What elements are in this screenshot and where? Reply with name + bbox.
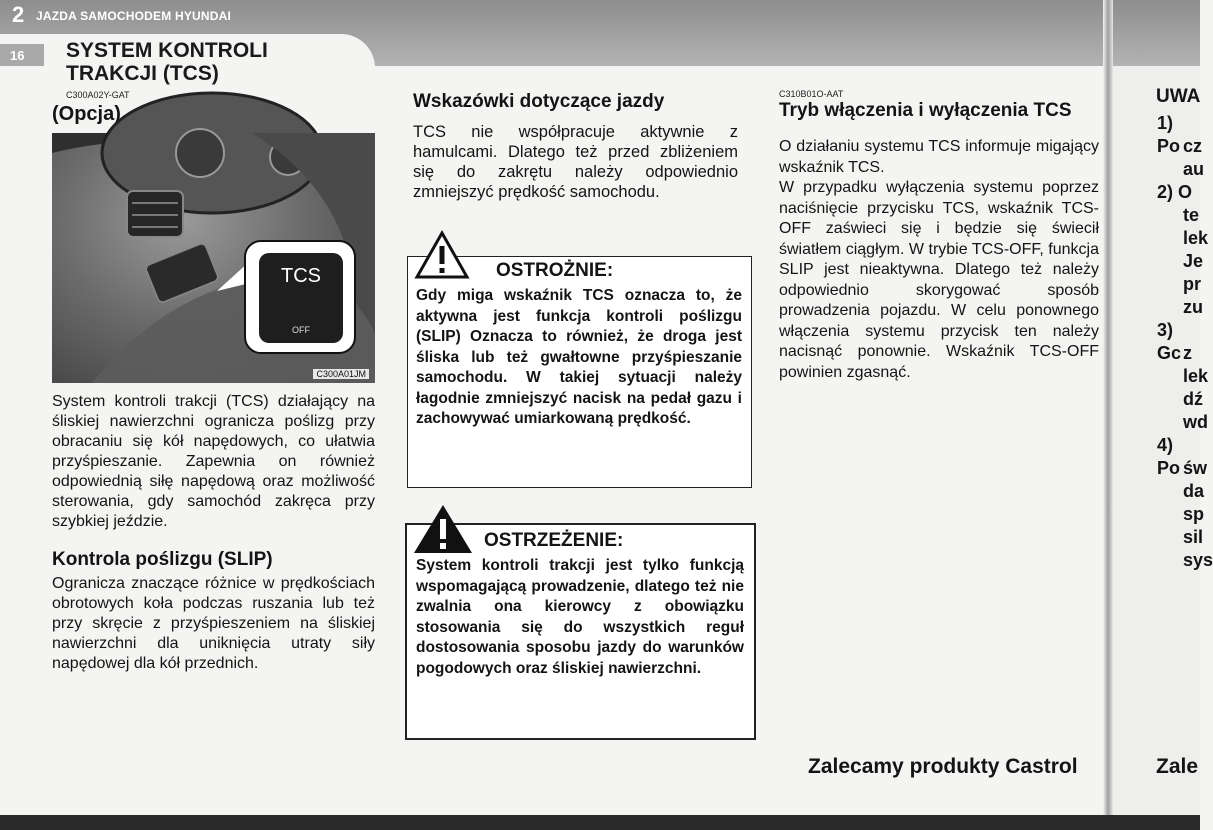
right-page-item-line: cz (1183, 136, 1203, 156)
right-page-item-line: sys (1183, 550, 1213, 570)
page-fold (1103, 0, 1113, 830)
right-page-item-line: z (1183, 343, 1192, 363)
tcs-button-label: TCS (281, 265, 321, 287)
right-page-item-line: zu (1183, 297, 1203, 317)
tcs-button-photo (52, 133, 375, 383)
intro-paragraph: System kontroli trakcji (TCS) działający na śliskiej nawierzchni ogranicza poślizg przy obracaniu się kół napędowych, co ułatwia przyśpieszanie. Zapewnia on również odpowiednią siłę napędową oraz możliwość sterowania, gdy samochód zakręca przy szybkiej jeździe. (52, 393, 375, 530)
warning-text: System kontroli trakcji jest tylko funkcją wspomagającą prowadzenie, dlatego też nie zwalnia ona kierowcy z obowiązku stosowania się do wszystkich reguł dostosowania sposobu jazdy do warunków pogodowych oraz śliskiej nawierzchni. (416, 557, 744, 677)
dashboard-illustration (52, 133, 375, 383)
right-page-item-number: 1) Po (1157, 113, 1181, 156)
chapter-title: JAZDA SAMOCHODEM HYUNDAI (36, 9, 232, 23)
right-page-item-line: lek (1183, 366, 1209, 386)
page-number: 16 (10, 48, 25, 63)
tcs-button-sublabel: OFF (292, 325, 310, 335)
mode-paragraph: O działaniu systemu TCS informuje migający wskaźnik TCS. W przypadku wyłączenia systemu poprzez naciśnięcie przycisku TCS, wskaźnik TCS-OFF zaświeci się i będzie się świecił światłem ciągłym. W trybie TCS-OFF, funkcja SLIP jest nieaktywna. Dlatego też należy odpowiednio skorygować sposób prowadzenia pojazdu. W celu ponownego włączenia systemu przycisk ten należy nacisnąć ponownie. Wskaźnik TCS-OFF powinien zgasnąć. (779, 138, 1099, 381)
right-page-item-line: te (1183, 205, 1200, 225)
mode-heading: Tryb włączenia i wyłączenia TCS (779, 100, 1072, 121)
chapter-number: 2 (12, 2, 25, 27)
right-page-item-line: da (1183, 481, 1205, 501)
warning-title: OSTRZEŻENIE: (484, 530, 624, 551)
section-title-line1: SYSTEM KONTROLI (66, 39, 268, 62)
driving-tips-heading: Wskazówki dotyczące jazdy (413, 91, 665, 112)
section-title-line2: TRAKCJI (TCS) (66, 62, 219, 85)
footer-slogan: Zalecamy produkty Castrol (808, 755, 1078, 778)
caution-title: OSTROŻNIE: (496, 260, 614, 281)
right-page-item-line: Je (1183, 251, 1204, 271)
section-title (66, 39, 268, 85)
right-page-item-number: 4) Po (1157, 435, 1181, 478)
driving-tips-paragraph: TCS nie współpracuje aktywnie z hamulcami. Dlatego też przed zbliżeniem się do zakrętu należy odpowiednio zmniejszyć prędkość samochodu. (413, 123, 738, 201)
warning-triangle-icon (412, 503, 474, 555)
right-page-item-number: 3) Gc (1157, 320, 1182, 363)
slip-heading: Kontrola poślizgu (SLIP) (52, 549, 273, 570)
caution-text: Gdy miga wskaźnik TCS oznacza to, że aktywna jest funkcja kontroli poślizgu (SLIP) Oznacza to również, że droga jest śliska lub też gwałtowne przyśpieszanie samochodu. W takiej sytuacji należy łagodnie zmniejszyć nacisk na pedał gazu i zachowywać umiarkowaną prędkość. (416, 287, 742, 427)
right-page-item-line: wd (1183, 412, 1208, 432)
right-page-item-line: sp (1183, 504, 1205, 524)
photo-code: C300A01JM (313, 369, 369, 379)
right-page-header-band (1110, 0, 1200, 66)
section-code: C300A02Y-GAT (66, 90, 130, 100)
right-page-footer: Zale (1156, 755, 1199, 778)
right-page-item-line: pr (1183, 274, 1201, 294)
bottom-edge (0, 815, 1200, 830)
mode-section-code: C310B01O-AAT (779, 89, 844, 99)
option-label: (Opcja) (52, 103, 121, 125)
right-page-item-line: św (1183, 458, 1208, 478)
right-page-item-line: au (1183, 159, 1205, 179)
right-page-item-line: sil (1183, 527, 1204, 547)
right-page-item-number: 2) O (1157, 182, 1193, 202)
right-page-title: UWA (1156, 86, 1201, 107)
caution-triangle-icon (414, 230, 470, 280)
slip-paragraph: Ogranicza znaczące różnice w prędkościach obrotowych koła podczas ruszania lub też przy skręcie z przyśpieszeniem na śliskiej nawierzchni dla uniknięcia utraty siły napędowej dla kół przednich. (52, 575, 375, 672)
right-page-item-line: lek (1183, 228, 1209, 248)
right-page-item-line: dź (1183, 389, 1203, 409)
